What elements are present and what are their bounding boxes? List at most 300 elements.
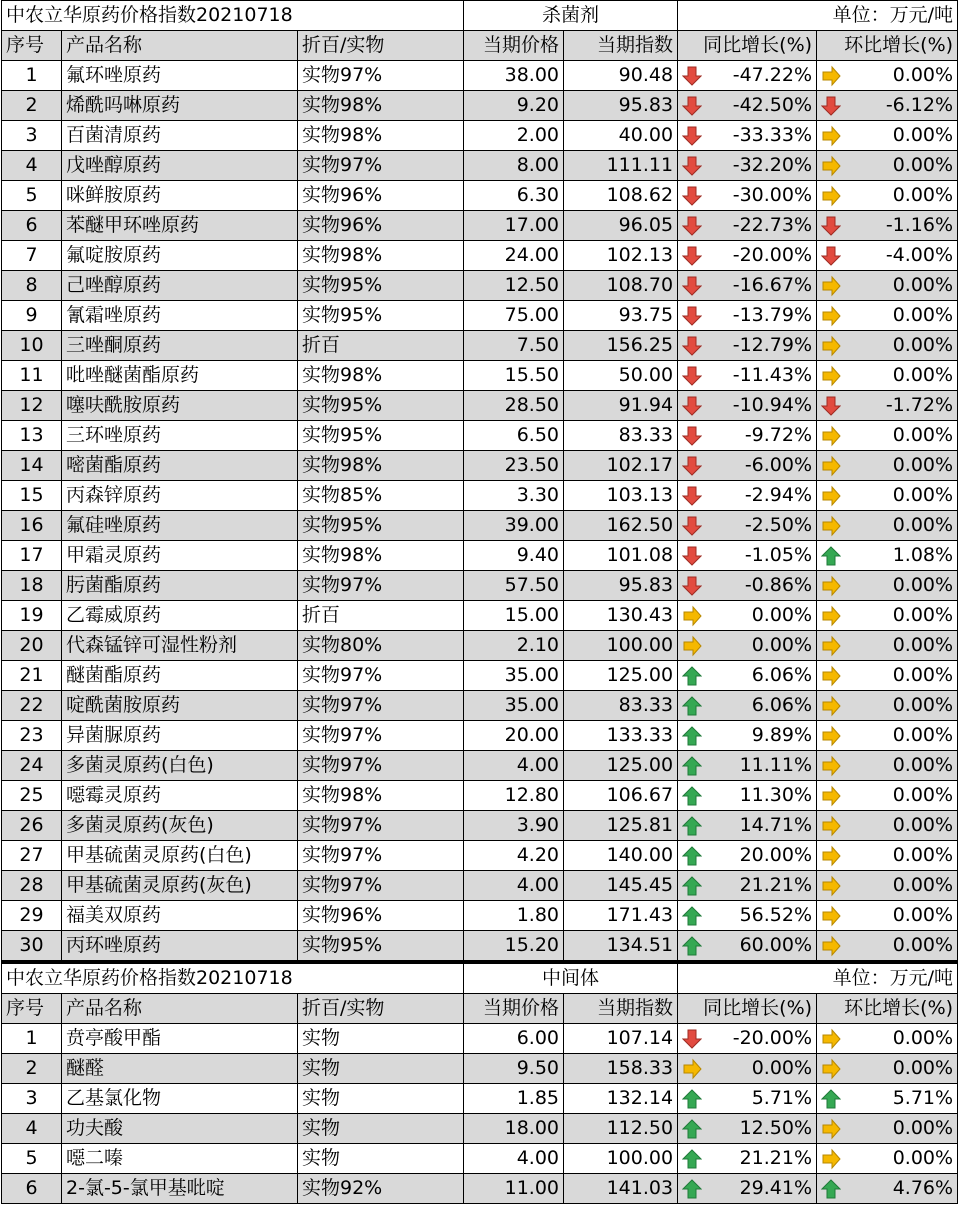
yoy-growth: -20.00% <box>732 1027 813 1049</box>
mom-growth: 0.00% <box>892 364 954 386</box>
column-header: 环比增长(%) <box>817 31 958 61</box>
current-price: 35.00 <box>464 691 564 721</box>
yoy-growth-cell <box>678 811 817 841</box>
current-index: 83.33 <box>564 691 678 721</box>
yoy-growth-cell <box>678 91 817 121</box>
mom-growth: 0.00% <box>892 1027 954 1049</box>
green-up-arrow-icon <box>682 755 702 777</box>
product-name: 咪鲜胺原药 <box>62 181 298 211</box>
table-row <box>2 121 958 151</box>
mom-growth-cell <box>817 931 958 961</box>
table-row <box>2 721 958 751</box>
current-index: 107.14 <box>564 1024 678 1054</box>
row-number: 4 <box>2 151 62 181</box>
mom-growth-cell <box>817 151 958 181</box>
product-spec: 实物98% <box>298 361 464 391</box>
mom-growth: 0.00% <box>892 664 954 686</box>
yoy-growth: -30.00% <box>732 184 813 206</box>
row-number: 5 <box>2 181 62 211</box>
unit-label: 单位：万元/吨 <box>678 963 958 994</box>
green-up-arrow-icon <box>682 1088 702 1110</box>
red-down-arrow-icon <box>682 515 702 537</box>
product-spec: 实物96% <box>298 211 464 241</box>
table-row <box>2 601 958 631</box>
yoy-growth: -1.05% <box>744 544 813 566</box>
table-row <box>2 361 958 391</box>
mom-growth-cell <box>817 871 958 901</box>
product-spec: 实物 <box>298 1024 464 1054</box>
yoy-growth: -42.50% <box>732 94 813 116</box>
mom-growth-cell <box>817 1024 958 1054</box>
yellow-right-arrow-icon <box>821 305 841 327</box>
product-name: 烯酰吗啉原药 <box>62 91 298 121</box>
yellow-right-arrow-icon <box>821 635 841 657</box>
yoy-growth-cell <box>678 1054 817 1084</box>
table-row <box>2 1054 958 1084</box>
product-name: 2-氯-5-氯甲基吡啶 <box>62 1174 298 1204</box>
row-number: 12 <box>2 391 62 421</box>
table-row <box>2 451 958 481</box>
red-down-arrow-icon <box>682 575 702 597</box>
current-index: 102.13 <box>564 241 678 271</box>
yoy-growth-cell <box>678 601 817 631</box>
row-number: 15 <box>2 481 62 511</box>
red-down-arrow-icon <box>682 395 702 417</box>
yellow-right-arrow-icon <box>821 185 841 207</box>
mom-growth-cell <box>817 601 958 631</box>
current-index: 50.00 <box>564 361 678 391</box>
mom-growth: -1.16% <box>885 214 954 236</box>
yoy-growth: -22.73% <box>732 214 813 236</box>
product-name: 肟菌酯原药 <box>62 571 298 601</box>
current-index: 125.00 <box>564 751 678 781</box>
mom-growth-cell <box>817 571 958 601</box>
mom-growth-cell <box>817 511 958 541</box>
yoy-growth-cell <box>678 391 817 421</box>
yoy-growth: -32.20% <box>732 154 813 176</box>
red-down-arrow-icon <box>682 425 702 447</box>
yellow-right-arrow-icon <box>821 1118 841 1140</box>
product-spec: 实物97% <box>298 151 464 181</box>
yoy-growth-cell <box>678 211 817 241</box>
current-index: 101.08 <box>564 541 678 571</box>
table-row <box>2 571 958 601</box>
row-number: 6 <box>2 1174 62 1204</box>
yoy-growth-cell <box>678 61 817 91</box>
mom-growth-cell <box>817 61 958 91</box>
yellow-right-arrow-icon <box>821 65 841 87</box>
current-index: 158.33 <box>564 1054 678 1084</box>
yoy-growth-cell <box>678 1084 817 1114</box>
yoy-growth-cell <box>678 301 817 331</box>
yoy-growth-cell <box>678 151 817 181</box>
product-name: 己唑醇原药 <box>62 271 298 301</box>
yoy-growth: 0.00% <box>751 634 813 656</box>
current-index: 171.43 <box>564 901 678 931</box>
current-price: 12.80 <box>464 781 564 811</box>
current-price: 7.50 <box>464 331 564 361</box>
table-row <box>2 811 958 841</box>
product-name: 氰霜唑原药 <box>62 301 298 331</box>
current-price: 2.10 <box>464 631 564 661</box>
yoy-growth: 5.71% <box>751 1087 813 1109</box>
yoy-growth: -12.79% <box>732 334 813 356</box>
current-price: 6.50 <box>464 421 564 451</box>
yoy-growth: -9.72% <box>744 424 813 446</box>
mom-growth: -1.72% <box>885 394 954 416</box>
red-down-arrow-icon <box>682 365 702 387</box>
current-index: 95.83 <box>564 571 678 601</box>
yoy-growth-cell <box>678 541 817 571</box>
mom-growth: 0.00% <box>892 634 954 656</box>
yellow-right-arrow-icon <box>821 455 841 477</box>
current-index: 133.33 <box>564 721 678 751</box>
yoy-growth: 6.06% <box>751 694 813 716</box>
table-row <box>2 841 958 871</box>
current-index: 132.14 <box>564 1084 678 1114</box>
column-header: 折百/实物 <box>298 994 464 1024</box>
table-row <box>2 91 958 121</box>
product-spec: 实物98% <box>298 451 464 481</box>
current-price: 3.30 <box>464 481 564 511</box>
yoy-growth: -2.50% <box>744 514 813 536</box>
row-number: 18 <box>2 571 62 601</box>
category-label: 杀菌剂 <box>464 1 678 31</box>
yellow-right-arrow-icon <box>821 1148 841 1170</box>
current-index: 111.11 <box>564 151 678 181</box>
product-spec: 折百 <box>298 331 464 361</box>
current-index: 141.03 <box>564 1174 678 1204</box>
product-name: 戊唑醇原药 <box>62 151 298 181</box>
table-row <box>2 541 958 571</box>
product-name: 百菌清原药 <box>62 121 298 151</box>
row-number: 27 <box>2 841 62 871</box>
yoy-growth-cell <box>678 1024 817 1054</box>
row-number: 20 <box>2 631 62 661</box>
yoy-growth: -0.86% <box>744 574 813 596</box>
green-up-arrow-icon <box>682 875 702 897</box>
product-spec: 实物97% <box>298 841 464 871</box>
mom-growth: 0.00% <box>892 904 954 926</box>
yoy-growth: 11.30% <box>739 784 813 806</box>
product-name: 氟啶胺原药 <box>62 241 298 271</box>
product-spec: 实物97% <box>298 811 464 841</box>
yellow-right-arrow-icon <box>821 155 841 177</box>
mom-growth-cell <box>817 331 958 361</box>
yoy-growth-cell <box>678 751 817 781</box>
red-down-arrow-icon <box>682 335 702 357</box>
product-name: 噻呋酰胺原药 <box>62 391 298 421</box>
green-up-arrow-icon <box>682 905 702 927</box>
table-row <box>2 691 958 721</box>
row-number: 3 <box>2 1084 62 1114</box>
mom-growth-cell <box>817 751 958 781</box>
product-name: 丙森锌原药 <box>62 481 298 511</box>
product-name: 多菌灵原药(灰色) <box>62 811 298 841</box>
category-label: 中间体 <box>464 963 678 994</box>
mom-growth-cell <box>817 541 958 571</box>
current-price: 11.00 <box>464 1174 564 1204</box>
mom-growth: 0.00% <box>892 124 954 146</box>
current-index: 83.33 <box>564 421 678 451</box>
column-header: 序号 <box>2 31 62 61</box>
yoy-growth: 12.50% <box>739 1117 813 1139</box>
product-name: 三环唑原药 <box>62 421 298 451</box>
red-down-arrow-icon <box>821 245 841 267</box>
table-row <box>2 871 958 901</box>
column-header: 同比增长(%) <box>678 994 817 1024</box>
green-up-arrow-icon <box>682 725 702 747</box>
yoy-growth: 56.52% <box>739 904 813 926</box>
yellow-right-arrow-icon <box>821 845 841 867</box>
row-number: 23 <box>2 721 62 751</box>
product-spec: 折百 <box>298 601 464 631</box>
table-row <box>2 901 958 931</box>
row-number: 28 <box>2 871 62 901</box>
table-row <box>2 181 958 211</box>
green-up-arrow-icon <box>682 1178 702 1200</box>
yoy-growth-cell <box>678 721 817 751</box>
red-down-arrow-icon <box>682 95 702 117</box>
mom-growth: -4.00% <box>885 244 954 266</box>
current-price: 75.00 <box>464 301 564 331</box>
mom-growth: 0.00% <box>892 1147 954 1169</box>
current-index: 140.00 <box>564 841 678 871</box>
current-price: 17.00 <box>464 211 564 241</box>
red-down-arrow-icon <box>682 485 702 507</box>
yellow-right-arrow-icon <box>821 1028 841 1050</box>
yoy-growth: -16.67% <box>732 274 813 296</box>
mom-growth-cell <box>817 391 958 421</box>
table-row <box>2 931 958 961</box>
green-up-arrow-icon <box>682 785 702 807</box>
yellow-right-arrow-icon <box>682 1058 702 1080</box>
product-name: 功夫酸 <box>62 1114 298 1144</box>
product-spec: 实物80% <box>298 631 464 661</box>
row-number: 4 <box>2 1114 62 1144</box>
row-number: 6 <box>2 211 62 241</box>
row-number: 1 <box>2 1024 62 1054</box>
mom-growth-cell <box>817 421 958 451</box>
current-price: 12.50 <box>464 271 564 301</box>
green-up-arrow-icon <box>821 1088 841 1110</box>
product-spec: 实物98% <box>298 121 464 151</box>
current-price: 35.00 <box>464 661 564 691</box>
table-row <box>2 211 958 241</box>
price-table <box>1 0 958 961</box>
product-spec: 实物 <box>298 1144 464 1174</box>
yellow-right-arrow-icon <box>821 365 841 387</box>
mom-growth-cell <box>817 901 958 931</box>
yoy-growth-cell <box>678 871 817 901</box>
yoy-growth-cell <box>678 631 817 661</box>
mom-growth: 0.00% <box>892 784 954 806</box>
current-price: 28.50 <box>464 391 564 421</box>
mom-growth: 0.00% <box>892 454 954 476</box>
current-price: 2.00 <box>464 121 564 151</box>
mom-growth: 0.00% <box>892 754 954 776</box>
current-index: 90.48 <box>564 61 678 91</box>
mom-growth-cell <box>817 181 958 211</box>
red-down-arrow-icon <box>682 545 702 567</box>
green-up-arrow-icon <box>682 695 702 717</box>
yellow-right-arrow-icon <box>821 665 841 687</box>
mom-growth-cell <box>817 841 958 871</box>
product-spec: 实物97% <box>298 721 464 751</box>
product-spec: 实物92% <box>298 1174 464 1204</box>
product-spec: 实物97% <box>298 571 464 601</box>
table-row <box>2 661 958 691</box>
green-up-arrow-icon <box>682 1148 702 1170</box>
mom-growth: 0.00% <box>892 484 954 506</box>
current-price: 15.00 <box>464 601 564 631</box>
current-index: 112.50 <box>564 1114 678 1144</box>
product-spec: 实物98% <box>298 541 464 571</box>
yellow-right-arrow-icon <box>821 515 841 537</box>
row-number: 16 <box>2 511 62 541</box>
row-number: 2 <box>2 91 62 121</box>
mom-growth-cell <box>817 1174 958 1204</box>
product-spec: 实物 <box>298 1084 464 1114</box>
table-row <box>2 1084 958 1114</box>
yellow-right-arrow-icon <box>821 755 841 777</box>
product-spec: 实物95% <box>298 391 464 421</box>
yoy-growth: 11.11% <box>739 754 813 776</box>
product-name: 异菌脲原药 <box>62 721 298 751</box>
mom-growth-cell <box>817 91 958 121</box>
row-number: 9 <box>2 301 62 331</box>
current-index: 162.50 <box>564 511 678 541</box>
yoy-growth-cell <box>678 781 817 811</box>
column-header: 环比增长(%) <box>817 994 958 1024</box>
red-down-arrow-icon <box>682 275 702 297</box>
current-index: 100.00 <box>564 1144 678 1174</box>
row-number: 3 <box>2 121 62 151</box>
table-row <box>2 391 958 421</box>
yellow-right-arrow-icon <box>821 815 841 837</box>
current-index: 95.83 <box>564 91 678 121</box>
product-name: 甲霜灵原药 <box>62 541 298 571</box>
product-name: 乙霉威原药 <box>62 601 298 631</box>
current-price: 1.80 <box>464 901 564 931</box>
yoy-growth-cell <box>678 241 817 271</box>
current-index: 108.70 <box>564 271 678 301</box>
mom-growth-cell <box>817 211 958 241</box>
mom-growth-cell <box>817 241 958 271</box>
yoy-growth: 60.00% <box>739 934 813 956</box>
product-spec: 实物98% <box>298 241 464 271</box>
yoy-growth-cell <box>678 1114 817 1144</box>
title-row <box>2 1 958 31</box>
mom-growth-cell <box>817 1114 958 1144</box>
red-down-arrow-icon <box>682 65 702 87</box>
red-down-arrow-icon <box>821 215 841 237</box>
yellow-right-arrow-icon <box>821 1058 841 1080</box>
yoy-growth-cell <box>678 901 817 931</box>
product-name: 丙环唑原药 <box>62 931 298 961</box>
mom-growth: 0.00% <box>892 604 954 626</box>
red-down-arrow-icon <box>682 215 702 237</box>
yoy-growth-cell <box>678 1174 817 1204</box>
row-number: 17 <box>2 541 62 571</box>
column-header: 产品名称 <box>62 31 298 61</box>
current-price: 4.00 <box>464 1144 564 1174</box>
mom-growth: 0.00% <box>892 154 954 176</box>
row-number: 8 <box>2 271 62 301</box>
yoy-growth: -47.22% <box>732 64 813 86</box>
mom-growth-cell <box>817 721 958 751</box>
price-table <box>1 961 958 1204</box>
mom-growth-cell <box>817 691 958 721</box>
current-price: 15.20 <box>464 931 564 961</box>
row-number: 14 <box>2 451 62 481</box>
table-row <box>2 481 958 511</box>
yellow-right-arrow-icon <box>682 605 702 627</box>
table-row <box>2 1114 958 1144</box>
yellow-right-arrow-icon <box>821 335 841 357</box>
mom-growth-cell <box>817 811 958 841</box>
product-name: 吡唑醚菌酯原药 <box>62 361 298 391</box>
row-number: 10 <box>2 331 62 361</box>
current-index: 145.45 <box>564 871 678 901</box>
yellow-right-arrow-icon <box>821 695 841 717</box>
yellow-right-arrow-icon <box>682 635 702 657</box>
product-name: 氟环唑原药 <box>62 61 298 91</box>
red-down-arrow-icon <box>821 395 841 417</box>
green-up-arrow-icon <box>682 845 702 867</box>
current-index: 108.62 <box>564 181 678 211</box>
table-row <box>2 421 958 451</box>
mom-growth-cell <box>817 481 958 511</box>
product-spec: 实物 <box>298 1114 464 1144</box>
yellow-right-arrow-icon <box>821 425 841 447</box>
current-index: 103.13 <box>564 481 678 511</box>
row-number: 21 <box>2 661 62 691</box>
current-index: 40.00 <box>564 121 678 151</box>
current-index: 125.81 <box>564 811 678 841</box>
mom-growth-cell <box>817 121 958 151</box>
mom-growth: 0.00% <box>892 844 954 866</box>
red-down-arrow-icon <box>682 305 702 327</box>
yoy-growth: -2.94% <box>744 484 813 506</box>
current-index: 130.43 <box>564 601 678 631</box>
current-price: 18.00 <box>464 1114 564 1144</box>
mom-growth: 0.00% <box>892 1057 954 1079</box>
table-row <box>2 1174 958 1204</box>
header-row <box>2 994 958 1024</box>
current-price: 4.00 <box>464 871 564 901</box>
product-name: 多菌灵原药(白色) <box>62 751 298 781</box>
product-spec: 实物95% <box>298 931 464 961</box>
current-price: 57.50 <box>464 571 564 601</box>
current-index: 106.67 <box>564 781 678 811</box>
product-name: 福美双原药 <box>62 901 298 931</box>
table-row <box>2 1144 958 1174</box>
yellow-right-arrow-icon <box>821 875 841 897</box>
yoy-growth-cell <box>678 121 817 151</box>
row-number: 2 <box>2 1054 62 1084</box>
yoy-growth: 21.21% <box>739 874 813 896</box>
table-row <box>2 781 958 811</box>
product-spec: 实物97% <box>298 691 464 721</box>
product-name: 代森锰锌可湿性粉剂 <box>62 631 298 661</box>
table-row <box>2 151 958 181</box>
mom-growth-cell <box>817 631 958 661</box>
mom-growth: 0.00% <box>892 304 954 326</box>
table-row <box>2 511 958 541</box>
yoy-growth: -20.00% <box>732 244 813 266</box>
sheet-title: 中农立华原药价格指数20210718 <box>2 1 464 31</box>
